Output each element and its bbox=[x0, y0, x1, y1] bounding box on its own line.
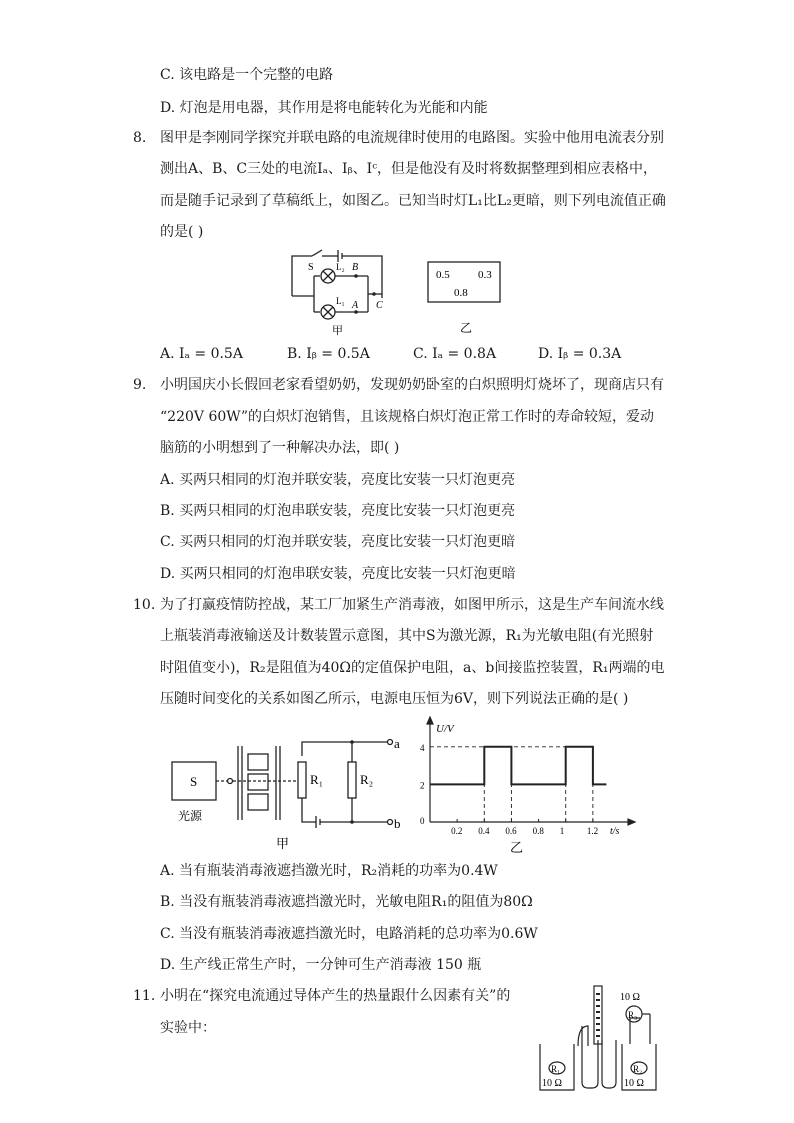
q8-label-s: S bbox=[308, 262, 314, 273]
q9-line-1: 小明国庆小长假回老家看望奶奶，发现奶奶卧室的白炽照明灯烧坏了，现商店只有 bbox=[160, 377, 664, 393]
q8-note-value-2: 0.3 bbox=[478, 269, 492, 281]
q8-option-b: B. Iᵦ = 0.5A bbox=[287, 346, 370, 362]
q11-label-r2-value: 10 Ω bbox=[624, 1078, 644, 1089]
q10-r2-label: R₂ bbox=[360, 772, 374, 787]
q10-circuit-figure bbox=[168, 732, 408, 862]
q8-label-c: C bbox=[376, 300, 383, 311]
q11-label-r1: R₁ bbox=[551, 1064, 561, 1074]
q10-r1-label: R₁ bbox=[310, 772, 324, 787]
q11-line-1: 小明在“探究电流通过导体产生的热量跟什么因素有关”的 bbox=[160, 988, 511, 1004]
q10-x-tick-label: 0 bbox=[420, 816, 425, 826]
q8-label-l1: L₁ bbox=[336, 296, 345, 306]
q9-number: 9. bbox=[133, 377, 147, 393]
q10-source-caption: 光源 bbox=[178, 809, 203, 823]
q10-x-tick-label: 1.2 bbox=[586, 826, 599, 836]
q10-option-a: A. 当有瓶装消毒液遮挡激光时，R₂消耗的功率为0.4W bbox=[160, 863, 498, 879]
q8-label-b: B bbox=[352, 262, 359, 273]
q8-caption-jia: 甲 bbox=[332, 325, 343, 337]
q8-circuit-figure bbox=[286, 246, 406, 342]
q8-label-a: A bbox=[352, 300, 359, 311]
q10-source-label: S bbox=[190, 774, 198, 789]
q11-apparatus-figure bbox=[536, 982, 660, 1098]
q8-option-a: A. Iₐ = 0.5A bbox=[160, 346, 243, 362]
q7-option-d: D. 灯泡是用电器，其作用是将电能转化为光能和内能 bbox=[160, 100, 488, 116]
q10-terminal-a: a bbox=[394, 736, 400, 751]
q8-option-c: C. Iₐ = 0.8A bbox=[413, 346, 497, 362]
q10-x-tick-label: 0.2 bbox=[451, 826, 463, 836]
q10-caption-yi: 乙 bbox=[510, 840, 524, 855]
q11-label-r3-value: 10 Ω bbox=[620, 992, 640, 1003]
q8-note-figure bbox=[426, 260, 506, 344]
q8-label-l2: L₂ bbox=[336, 262, 345, 272]
q8-note-value-3: 0.8 bbox=[454, 287, 468, 299]
q11-label-r2: R₂ bbox=[633, 1064, 643, 1074]
q10-line-2: 上瓶装消毒液输送及计数装置示意图，其中S为激光源，R₁为光敏电阻(有光照射 bbox=[160, 628, 654, 644]
q10-caption-jia: 甲 bbox=[276, 836, 290, 851]
q10-line-4: 压随时间变化的关系如图乙所示，电源电压恒为6V，则下列说法正确的是( ) bbox=[160, 691, 629, 707]
q8-line-3: 而是随手记录到了草稿纸上，如图乙。已知当时灯L₁比L₂更暗，则下列电流值正确 bbox=[160, 193, 666, 209]
q8-caption-yi: 乙 bbox=[460, 321, 473, 335]
q11-label-r1-value: 10 Ω bbox=[542, 1078, 562, 1089]
q10-y-tick-label: 2 bbox=[420, 780, 425, 791]
q10-option-b: B. 当没有瓶装消毒液遮挡激光时，光敏电阻R₁的阻值为80Ω bbox=[160, 894, 533, 910]
q10-y-axis-label: U/V bbox=[436, 723, 454, 735]
q10-line-3: 时阻值变小)，R₂是阻值为40Ω的定值保护电阻，a、b间接监控装置，R₁两端的电 bbox=[160, 660, 665, 676]
q10-number: 10. bbox=[133, 597, 156, 613]
q9-line-3: 脑筋的小明想到了一种解决办法，即( ) bbox=[160, 440, 400, 456]
q8-line-2: 测出A、B、C三处的电流Iₐ、Iᵦ、Iᶜ，但是他没有及时将数据整理到相应表格中， bbox=[160, 161, 658, 177]
q10-voltage-series bbox=[430, 747, 606, 785]
q8-option-d: D. Iᵦ = 0.3A bbox=[538, 346, 622, 362]
q11-label-r3: R₃ bbox=[628, 1010, 638, 1020]
q10-terminal-b: b bbox=[394, 816, 401, 831]
q10-x-axis-label: t/s bbox=[610, 826, 620, 837]
q10-y-tick-label: 4 bbox=[420, 742, 425, 753]
q8-note-value-1: 0.5 bbox=[436, 269, 450, 281]
q10-x-tick-label: 1 bbox=[559, 826, 565, 836]
q11-line-2: 实验中： bbox=[160, 1020, 216, 1036]
q11-number: 11. bbox=[133, 988, 156, 1004]
q8-line-4: 的是( ) bbox=[160, 224, 204, 240]
q10-option-d: D. 生产线正常生产时，一分钟可生产消毒液 150 瓶 bbox=[160, 957, 482, 973]
q10-option-c: C. 当没有瓶装消毒液遮挡激光时，电路消耗的总功率为0.6W bbox=[160, 926, 538, 942]
q9-option-d: D. 买两只相同的灯泡串联安装，亮度比安装一只灯泡更暗 bbox=[160, 566, 516, 582]
q10-x-tick-label: 0.4 bbox=[478, 826, 490, 836]
q10-x-tick-label: 0.8 bbox=[532, 826, 544, 836]
q9-option-a: A. 买两只相同的灯泡并联安装，亮度比安装一只灯泡更亮 bbox=[160, 472, 516, 488]
q9-option-c: C. 买两只相同的灯泡并联安装，亮度比安装一只灯泡更暗 bbox=[160, 534, 516, 550]
q9-option-b: B. 买两只相同的灯泡串联安装，亮度比安装一只灯泡更亮 bbox=[160, 503, 516, 519]
q10-x-tick-label: 0.6 bbox=[505, 826, 517, 836]
q9-line-2: “220V 60W”的白炽灯泡销售，且该规格白炽灯泡正常工作时的寿命较短，爱动 bbox=[160, 409, 655, 425]
q8-number: 8. bbox=[133, 130, 147, 146]
q10-voltage-chart bbox=[410, 716, 640, 862]
q8-line-1: 图甲是李刚同学探究并联电路的电流规律时使用的电路图。实验中他用电流表分别 bbox=[160, 130, 664, 146]
q7-option-c: C. 该电路是一个完整的电路 bbox=[160, 67, 334, 83]
q10-line-1: 为了打赢疫情防控战，某工厂加紧生产消毒液，如图甲所示，这是生产车间流水线 bbox=[160, 597, 664, 613]
